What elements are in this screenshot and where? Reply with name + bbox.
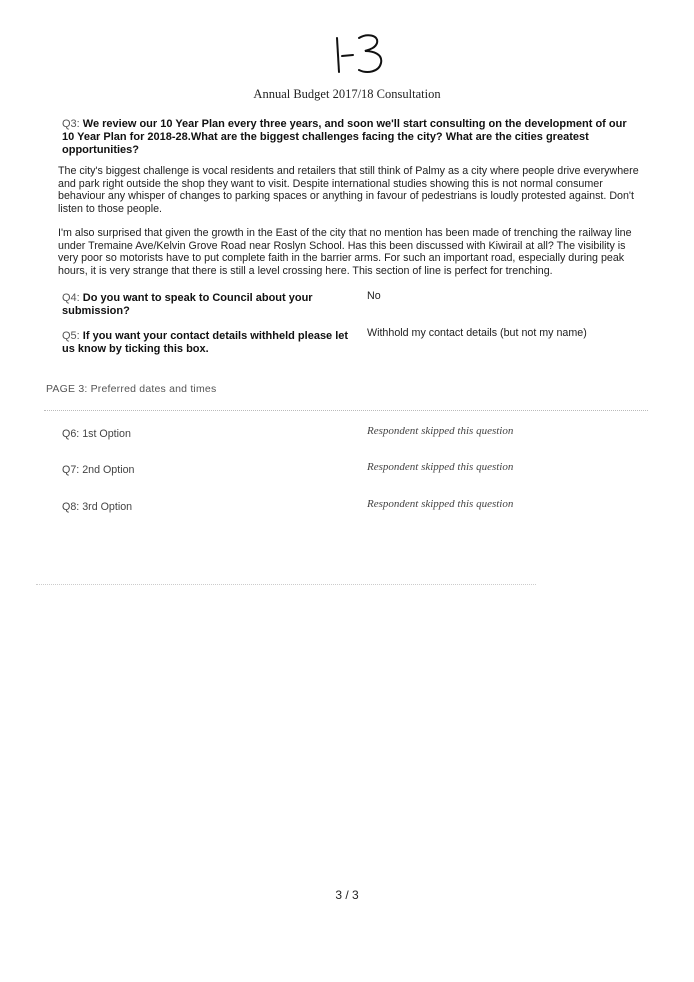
q3-number: Q3: [62,118,80,130]
page3-heading: PAGE 3: Preferred dates and times [46,383,217,395]
q8-label: Q8: 3rd Option [62,501,133,513]
q4-text: Do you want to speak to Council about your submission? [62,292,313,317]
q6-answer: Respondent skipped this question [367,425,514,437]
q3-question [62,118,637,157]
page-number: 3 / 3 [335,888,359,902]
q8-answer: Respondent skipped this question [367,498,514,510]
q4-answer: No [367,290,381,302]
q5-question [62,330,357,356]
document-title: Annual Budget 2017/18 Consultation [253,87,441,101]
q5-number: Q5: [62,330,80,342]
section-divider [44,410,648,411]
q6-label: Q6: 1st Option [62,428,131,440]
q4-question [62,292,357,318]
q5-answer: Withhold my contact details (but not my name) [367,327,587,339]
q3-answer-paragraph-1: The city's biggest challenge is vocal residents and retailers that still think of Palmy as a city where people drive everywhere and park right outside the shop they want to visit. Despite international studies showing this is not normal consumer behaviour any whisper of changes to parking spaces or anything in favour of pedestrians is loudly protested against. Don't listen to those people. [58,165,639,215]
q3-answer-paragraph-2: I'm also surprised that given the growth in the East of the city that no mention has been made of trenching the railway line under Tremaine Ave/Kelvin Grove Road near Roslyn School. Has this been discussed with Kiwirail at all? The visibility is very poor so motorists have to put complete faith in the barrier arms. For such an important road, especially during peak hours, it is very strange that there is still a level crossing here. This section of line is perfect for trenching. [58,227,632,277]
q5-text: If you want your contact details withheld please let us know by ticking this box. [62,330,349,355]
q4-number: Q4: [62,292,80,304]
section-divider-bottom [36,584,536,585]
q3-text: We review our 10 Year Plan every three years, and soon we'll start consulting on the development of our 10 Year Plan for 2018-28.What are the biggest challenges facing the city? What are the cities greatest opportunities? [62,118,627,156]
q7-label: Q7: 2nd Option [62,464,135,476]
handwritten-note [315,30,405,80]
q7-answer: Respondent skipped this question [367,461,514,473]
